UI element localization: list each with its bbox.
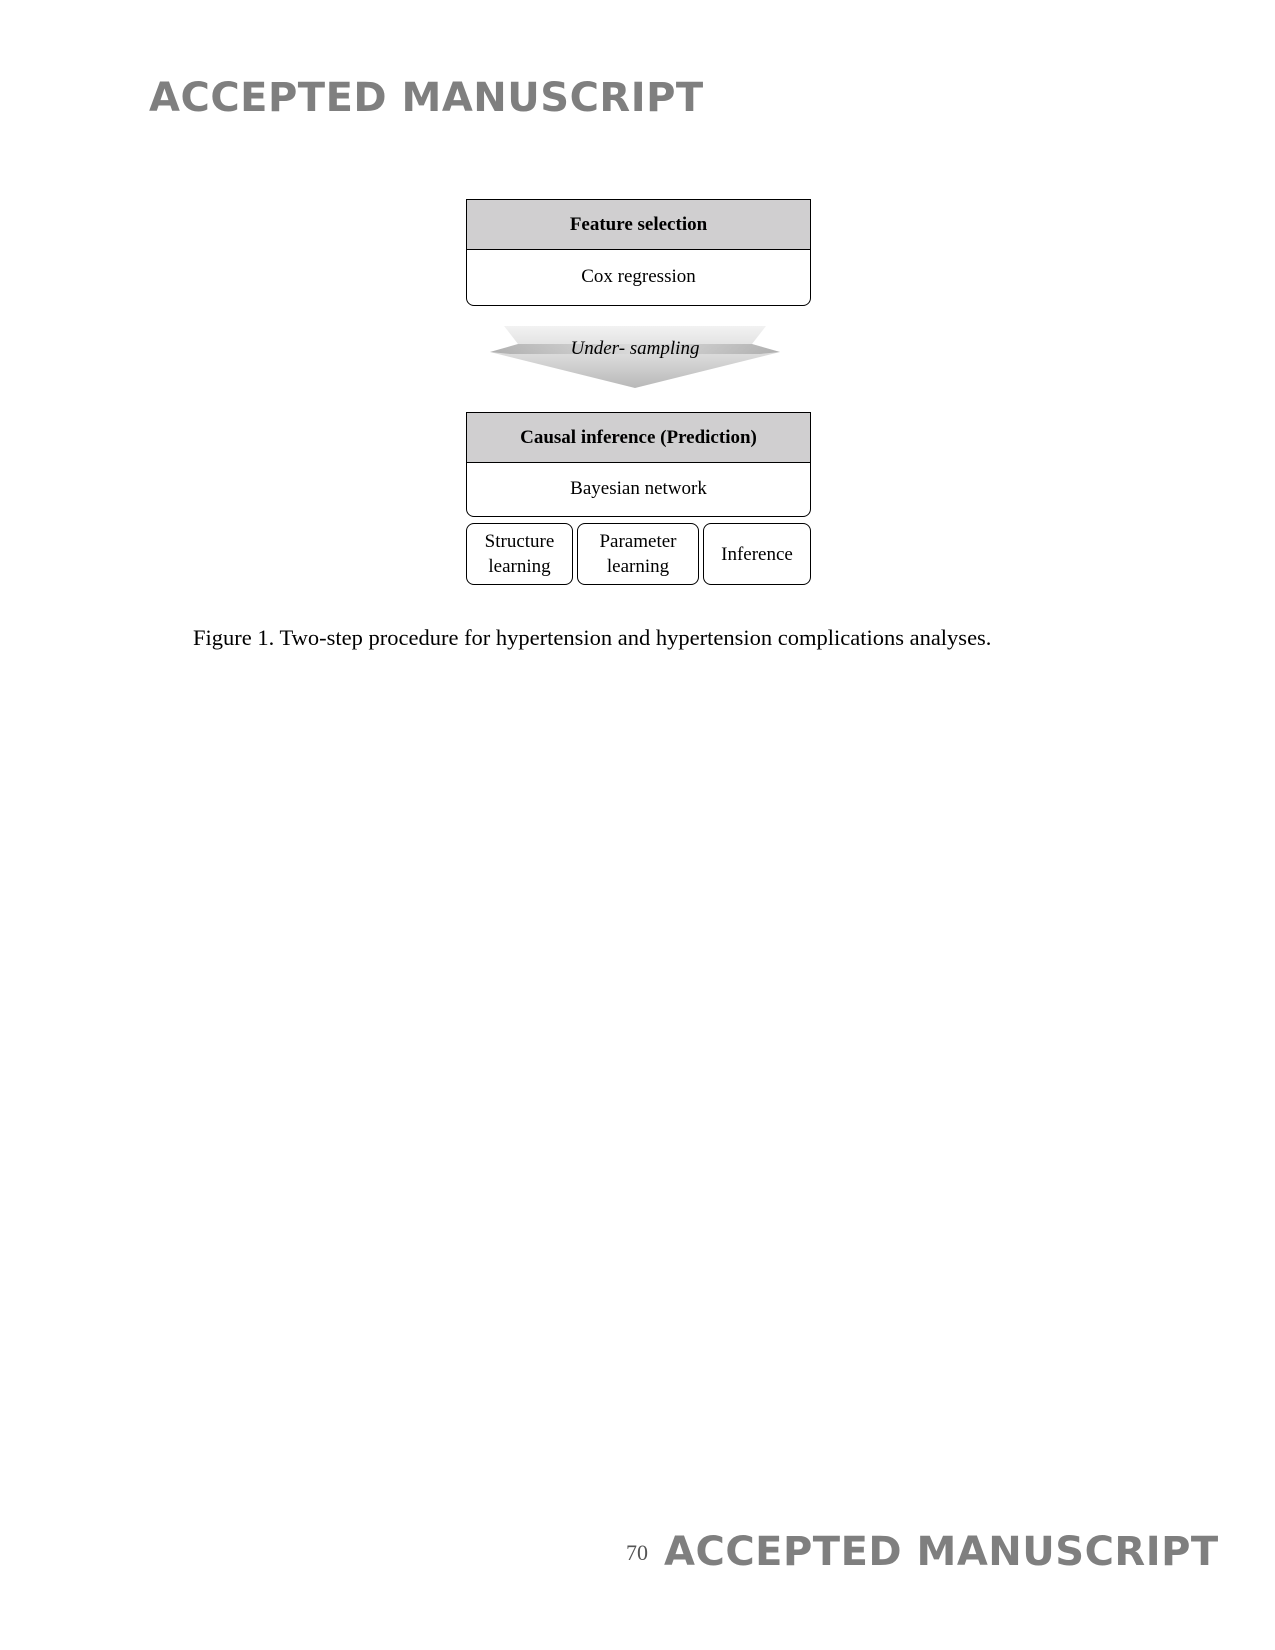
- stage-causal-inference: [466, 412, 811, 517]
- watermark-top: ACCEPTED MANUSCRIPT: [149, 75, 704, 121]
- stage-feature-selection: [466, 199, 811, 306]
- stage-body: Cox regression: [581, 266, 696, 287]
- page-number: 70: [626, 1540, 648, 1565]
- figure-caption: Figure 1. Two-step procedure for hypertension and hypertension complications analyses.: [193, 625, 992, 650]
- step-structure-learning: [466, 523, 573, 585]
- step-label: Structure learning: [484, 531, 555, 577]
- figure-diagram: [466, 199, 811, 585]
- step-parameter-learning: [577, 523, 699, 585]
- bayesian-steps: [466, 523, 811, 585]
- stage-body: Bayesian network: [570, 478, 707, 499]
- watermark-bottom: ACCEPTED MANUSCRIPT: [664, 1529, 1219, 1575]
- step-label: Parameter learning: [599, 531, 677, 577]
- under-sampling-arrow: [490, 324, 780, 389]
- stage-header: Feature selection: [467, 200, 810, 250]
- step-inference: [703, 523, 811, 585]
- arrow-label: Under- sampling: [570, 338, 700, 359]
- stage-header: Causal inference (Prediction): [467, 413, 810, 463]
- step-label: Inference: [721, 543, 793, 565]
